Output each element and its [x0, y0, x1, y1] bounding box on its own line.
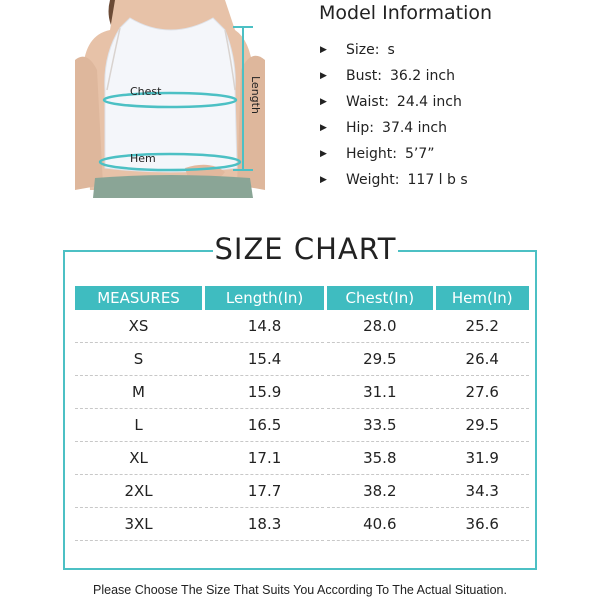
triangle-bullet-icon: ▶	[320, 123, 327, 133]
header-length: Length(In)	[205, 286, 324, 310]
chest-cell: 29.5	[327, 343, 432, 376]
hem-cell: 29.5	[436, 409, 529, 442]
triangle-bullet-icon: ▶	[320, 71, 327, 81]
size-cell: 2XL	[75, 475, 202, 508]
model-info-title: Model Information	[319, 2, 493, 24]
table-row	[75, 343, 529, 376]
hem-cell: 26.4	[436, 343, 529, 376]
triangle-bullet-icon: ▶	[320, 45, 327, 55]
length-cell: 18.3	[205, 508, 324, 541]
chest-cell: 35.8	[327, 442, 432, 475]
header-hem: Hem(In)	[436, 286, 529, 310]
triangle-bullet-icon: ▶	[320, 149, 327, 159]
length-cell: 14.8	[205, 310, 324, 343]
table-row	[75, 376, 529, 409]
length-cell: 15.4	[205, 343, 324, 376]
size-chart-title: SIZE CHART	[214, 232, 397, 266]
chest-cell: 31.1	[327, 376, 432, 409]
chest-cell: 38.2	[327, 475, 432, 508]
table-row	[75, 475, 529, 508]
chest-cell: 28.0	[327, 310, 432, 343]
length-cell: 17.7	[205, 475, 324, 508]
hem-cell: 36.6	[436, 508, 529, 541]
hem-label: Hem	[130, 152, 156, 165]
length-label: Length	[249, 76, 262, 114]
model-info-item: ▶ Hip: 37.4 inch	[320, 120, 447, 136]
size-cell: XL	[75, 442, 202, 475]
chest-cell: 33.5	[327, 409, 432, 442]
chest-label: Chest	[130, 85, 162, 98]
chest-cell: 40.6	[327, 508, 432, 541]
model-info-item: ▶ Size: s	[320, 42, 395, 58]
model-illustration	[75, 0, 265, 198]
size-cell: L	[75, 409, 202, 442]
model-info-item: ▶ Height: 5’7”	[320, 146, 435, 162]
model-info-item: ▶ Waist: 24.4 inch	[320, 94, 462, 110]
header-chest: Chest(In)	[327, 286, 432, 310]
length-cell: 16.5	[205, 409, 324, 442]
model-info-list	[320, 37, 468, 193]
table-row	[75, 310, 529, 343]
size-chart-frame-top-right	[398, 250, 537, 252]
header-measures: MEASURES	[75, 286, 202, 310]
hem-cell: 31.9	[436, 442, 529, 475]
hem-cell: 27.6	[436, 376, 529, 409]
triangle-bullet-icon: ▶	[320, 175, 327, 185]
triangle-bullet-icon: ▶	[320, 97, 327, 107]
table-row	[75, 409, 529, 442]
model-info-item: ▶ Weight: 117 l b s	[320, 172, 468, 188]
hem-cell: 25.2	[436, 310, 529, 343]
length-cell: 15.9	[205, 376, 324, 409]
size-cell: XS	[75, 310, 202, 343]
model-info-item: ▶ Bust: 36.2 inch	[320, 68, 455, 84]
size-chart-table	[72, 286, 532, 541]
hem-cell: 34.3	[436, 475, 529, 508]
size-cell: S	[75, 343, 202, 376]
table-row	[75, 442, 529, 475]
table-row	[75, 508, 529, 541]
footer-note: Please Choose The Size That Suits You According To The Actual Situation.	[93, 583, 507, 597]
length-cell: 17.1	[205, 442, 324, 475]
size-cell: 3XL	[75, 508, 202, 541]
model-photo	[75, 0, 265, 198]
size-chart-frame-top-left	[63, 250, 213, 252]
table-header-row	[75, 286, 529, 310]
size-cell: M	[75, 376, 202, 409]
